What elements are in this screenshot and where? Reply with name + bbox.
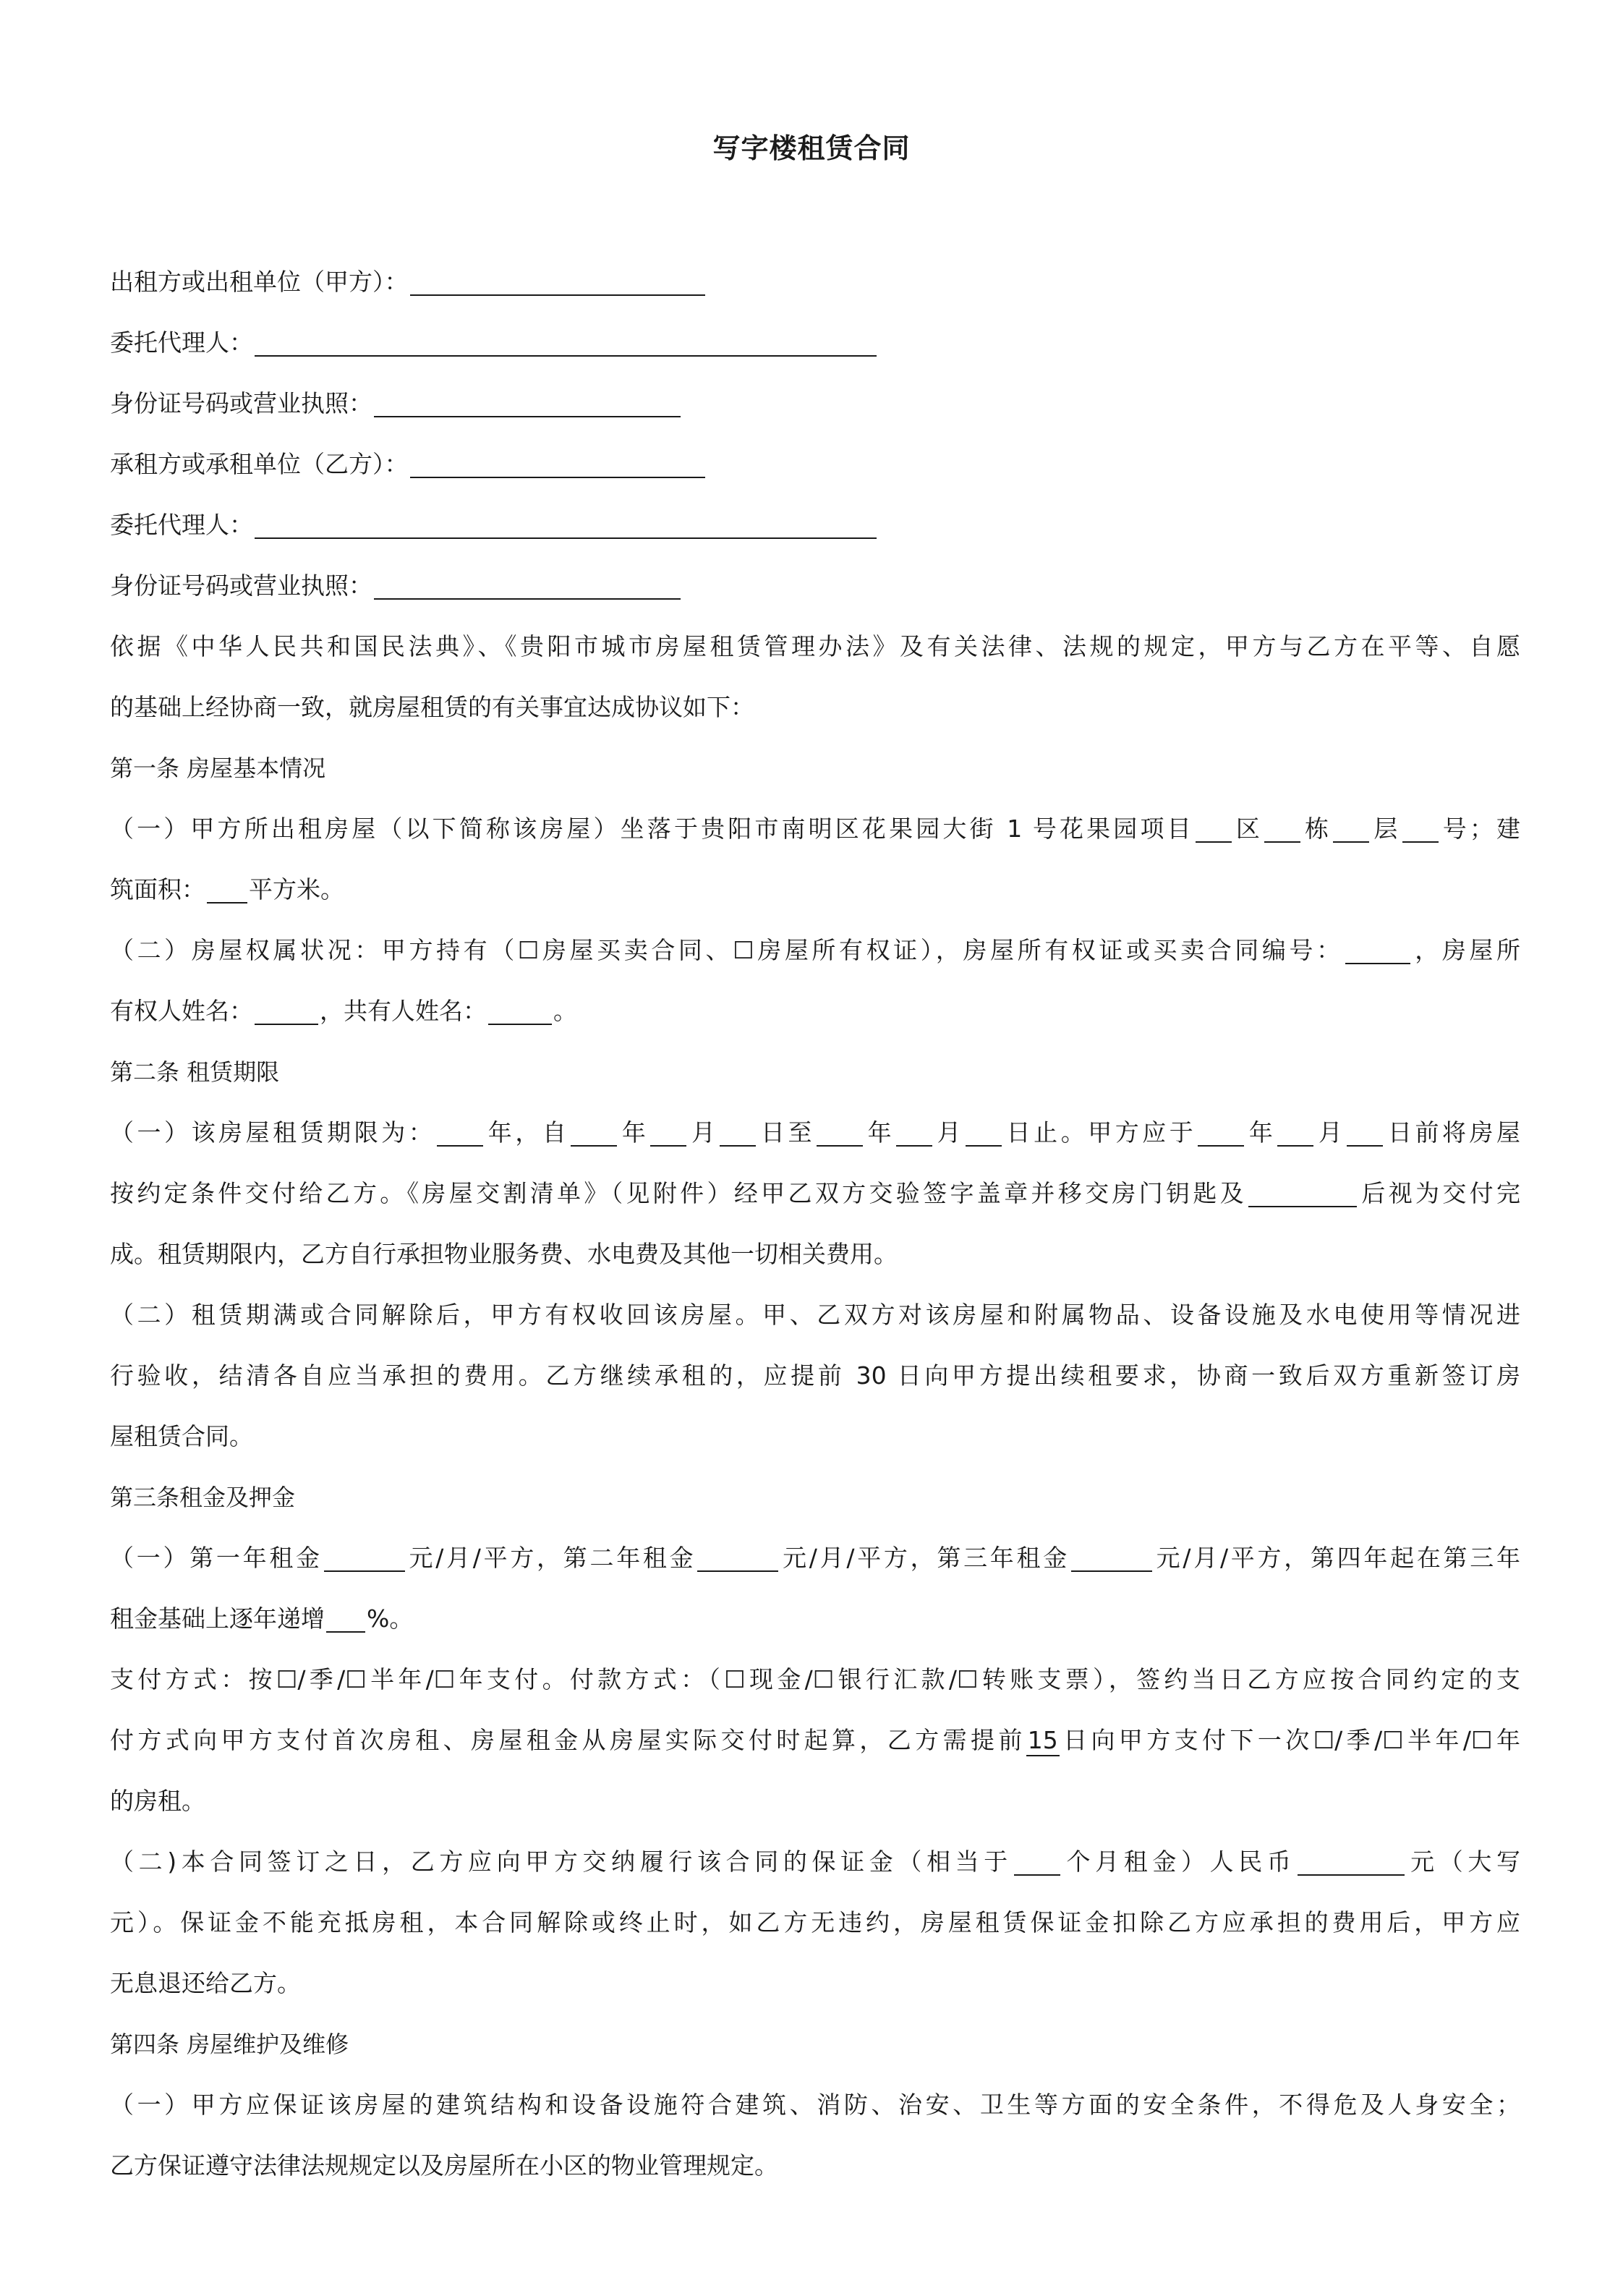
third-year-rent-blank[interactable] — [1071, 1546, 1152, 1572]
deposit-amount-blank[interactable] — [1298, 1850, 1405, 1876]
art3-p2-line-1 — [110, 1845, 1520, 1879]
second-year-rent-blank[interactable] — [697, 1546, 778, 1572]
lessor-id-blank[interactable] — [374, 391, 681, 417]
text-fragment: 日止。甲方应于 — [1003, 1118, 1197, 1147]
key-handover-blank[interactable] — [1248, 1181, 1357, 1207]
building-unit: 栋 — [1302, 815, 1332, 843]
first-year-rent-label: （一）第一年租金 — [110, 1544, 323, 1572]
lessor-agent-label: 委托代理人： — [110, 328, 253, 357]
deposit-text: （二)本合同签订之日，乙方应向甲方交纳履行该合同的保证金（相当于 — [110, 1848, 1013, 1876]
ownership-text: （二）房屋权属状况：甲方持有（☐房屋买卖合同、☐房屋所有权证），房屋所有权证或买卖合同编号： — [110, 936, 1344, 964]
floor-unit: 层 — [1371, 815, 1401, 843]
document-title: 写字楼租赁合同 — [712, 132, 911, 164]
increase-label: 租金基础上逐年递增 — [110, 1604, 325, 1633]
art2-p1-line-2 — [110, 1176, 1520, 1211]
payment-text: 付方式向甲方支付首次房租、房屋租金从房屋实际交付时起算，乙方需提前 — [110, 1726, 1026, 1754]
increase-percent-blank[interactable] — [326, 1607, 365, 1633]
percent-sign: %。 — [367, 1604, 414, 1633]
advance-days-value[interactable]: 15 — [1026, 1726, 1060, 1756]
text-fragment: 年，自 — [485, 1118, 570, 1147]
text-fragment: 日至 — [757, 1118, 816, 1147]
lessor-label: 出租方或出租单位（甲方）： — [110, 268, 409, 296]
art1-p2-line-1 — [110, 933, 1520, 968]
text-fragment: 年 — [618, 1118, 649, 1147]
lessee-line — [110, 447, 1520, 482]
delivery-text: 按约定条件交付给乙方。《房屋交割清单》（见附件）经甲乙双方交验签字盖章并移交房门钥匙及 — [110, 1179, 1248, 1207]
start-day-blank[interactable] — [720, 1121, 756, 1147]
art1-p1-line-2 — [110, 872, 1520, 907]
building-blank[interactable] — [1264, 817, 1300, 843]
floor-area-blank[interactable] — [207, 877, 247, 903]
text-fragment: 年 — [864, 1118, 895, 1147]
art2-p2-line-1: （二）租赁期满或合同解除后，甲方有权收回该房屋。甲、乙双方对该房屋和附属物品、设备设施及水电使用等情况进 — [110, 1301, 1520, 1329]
first-year-rent-blank[interactable] — [324, 1546, 405, 1572]
number-unit: 号；建 — [1439, 815, 1520, 843]
floor-area-unit: 平方米。 — [249, 875, 344, 903]
certificate-number-blank[interactable] — [1345, 938, 1410, 964]
article-4-heading: 第四条 房屋维护及维修 — [110, 2031, 349, 2058]
text-fragment: 月 — [934, 1118, 965, 1147]
third-year-rent-label: 元/月/平方，第三年租金 — [780, 1544, 1070, 1572]
art1-p1-line-1 — [110, 812, 1520, 846]
deposit-text-3: 元（大写 — [1405, 1848, 1520, 1876]
second-year-rent-label: 元/月/平方，第二年租金 — [406, 1544, 697, 1572]
payment-text-2: 日向甲方支付下一次☐/季/☐半年/☐年 — [1059, 1726, 1521, 1754]
art3-p1-line-1 — [110, 1541, 1520, 1576]
deposit-months-blank[interactable] — [1014, 1850, 1060, 1876]
lessee-label: 承租方或承租单位（乙方）： — [110, 450, 409, 478]
fourth-year-rent-text: 元/月/平方，第四年起在第三年 — [1153, 1544, 1520, 1572]
art2-p2-line-3: 屋租赁合同。 — [110, 1422, 253, 1450]
area-unit: 区 — [1232, 815, 1264, 843]
area-blank[interactable] — [1196, 817, 1232, 843]
start-month-blank[interactable] — [650, 1121, 686, 1147]
lessee-id-blank[interactable] — [374, 574, 681, 600]
owner-name-label: 有权人姓名： — [110, 997, 253, 1025]
lessor-blank[interactable] — [410, 270, 705, 296]
co-owner-blank[interactable] — [488, 999, 552, 1025]
number-blank[interactable] — [1402, 817, 1439, 843]
intro-line-1: 依据《中华人民共和国民法典》、《贵阳市城市房屋租赁管理办法》及有关法律、法规的规定，甲方与乙方在平等、自愿 — [110, 632, 1520, 660]
owner-name-blank[interactable] — [255, 999, 318, 1025]
text-fragment: 月 — [688, 1118, 719, 1147]
lessee-agent-label: 委托代理人： — [110, 511, 253, 539]
text-fragment: 日前将房屋 — [1384, 1118, 1521, 1147]
art3-p2-line-2: 元）。保证金不能充抵房租，本合同解除或终止时，如乙方无违约，房屋租赁保证金扣除乙方应承担的费用后，甲方应 — [110, 1908, 1520, 1936]
floor-area-label: 筑面积： — [110, 875, 205, 903]
lessee-id-line — [110, 569, 1520, 603]
lessee-agent-line — [110, 508, 1520, 543]
ownership-text-2: ，房屋所 — [1411, 936, 1521, 964]
payment-line-3: 的房租。 — [110, 1787, 205, 1815]
intro-line-2: 的基础上经协商一致，就房屋租赁的有关事宜达成协议如下： — [110, 693, 754, 721]
delivery-text-2: 后视为交付完 — [1358, 1179, 1521, 1207]
art2-p1-line-1 — [110, 1115, 1520, 1150]
lessee-agent-blank[interactable] — [255, 513, 877, 539]
art2-p1-line-3: 成。租赁期限内，乙方自行承担物业服务费、水电费及其他一切相关费用。 — [110, 1240, 898, 1268]
lessor-line — [110, 265, 1520, 299]
art3-p2-line-3: 无息退还给乙方。 — [110, 1969, 301, 1997]
end-year-blank[interactable] — [817, 1121, 863, 1147]
art3-p1-line-2 — [110, 1602, 1520, 1636]
lease-term-label: （一）该房屋租赁期限为： — [110, 1118, 436, 1147]
end-month-blank[interactable] — [896, 1121, 932, 1147]
article-1-heading: 第一条 房屋基本情况 — [110, 754, 326, 782]
co-owner-label: ，共有人姓名： — [320, 997, 487, 1025]
period: 。 — [553, 997, 577, 1025]
lessor-id-label: 身份证号码或营业执照： — [110, 389, 372, 417]
deposit-text-2: 个月租金）人民币 — [1061, 1848, 1296, 1876]
delivery-month-blank[interactable] — [1277, 1121, 1313, 1147]
lessor-agent-blank[interactable] — [255, 331, 877, 357]
payment-line-1: 支付方式：按☐/季/☐半年/☐年支付。付款方式：（☐现金/☐银行汇款/☐转账支票），签约当日乙方应按合同约定的支 — [110, 1665, 1520, 1693]
start-year-blank[interactable] — [571, 1121, 617, 1147]
text-fragment: 年 — [1245, 1118, 1277, 1147]
text-fragment: 月 — [1315, 1118, 1346, 1147]
lessee-id-label: 身份证号码或营业执照： — [110, 571, 372, 600]
lessee-blank[interactable] — [410, 452, 705, 478]
end-day-blank[interactable] — [966, 1121, 1002, 1147]
art1-p2-line-2 — [110, 994, 1520, 1029]
lessor-id-line — [110, 386, 1520, 421]
payment-line-2 — [110, 1723, 1520, 1758]
article-3-heading: 第三条租金及押金 — [110, 1484, 296, 1511]
delivery-year-blank[interactable] — [1198, 1121, 1244, 1147]
article-2-heading: 第二条 租赁期限 — [110, 1058, 280, 1086]
art4-p1-line-1: （一）甲方应保证该房屋的建筑结构和设备设施符合建筑、消防、治安、卫生等方面的安全条件，不得危及人身安全； — [110, 2091, 1520, 2119]
art4-p1-line-2: 乙方保证遵守法律法规规定以及房屋所在小区的物业管理规定。 — [110, 2151, 778, 2180]
term-years-blank[interactable] — [437, 1121, 483, 1147]
floor-blank[interactable] — [1333, 817, 1369, 843]
lessor-agent-line — [110, 326, 1520, 360]
art1-location-text: （一）甲方所出租房屋（以下简称该房屋）坐落于贵阳市南明区花果园大街 1 号花果园项目 — [110, 815, 1194, 843]
delivery-day-blank[interactable] — [1347, 1121, 1383, 1147]
art2-p2-line-2: 行验收，结清各自应当承担的费用。乙方继续承租的，应提前 30 日向甲方提出续租要求，协商一致后双方重新签订房 — [110, 1361, 1520, 1390]
